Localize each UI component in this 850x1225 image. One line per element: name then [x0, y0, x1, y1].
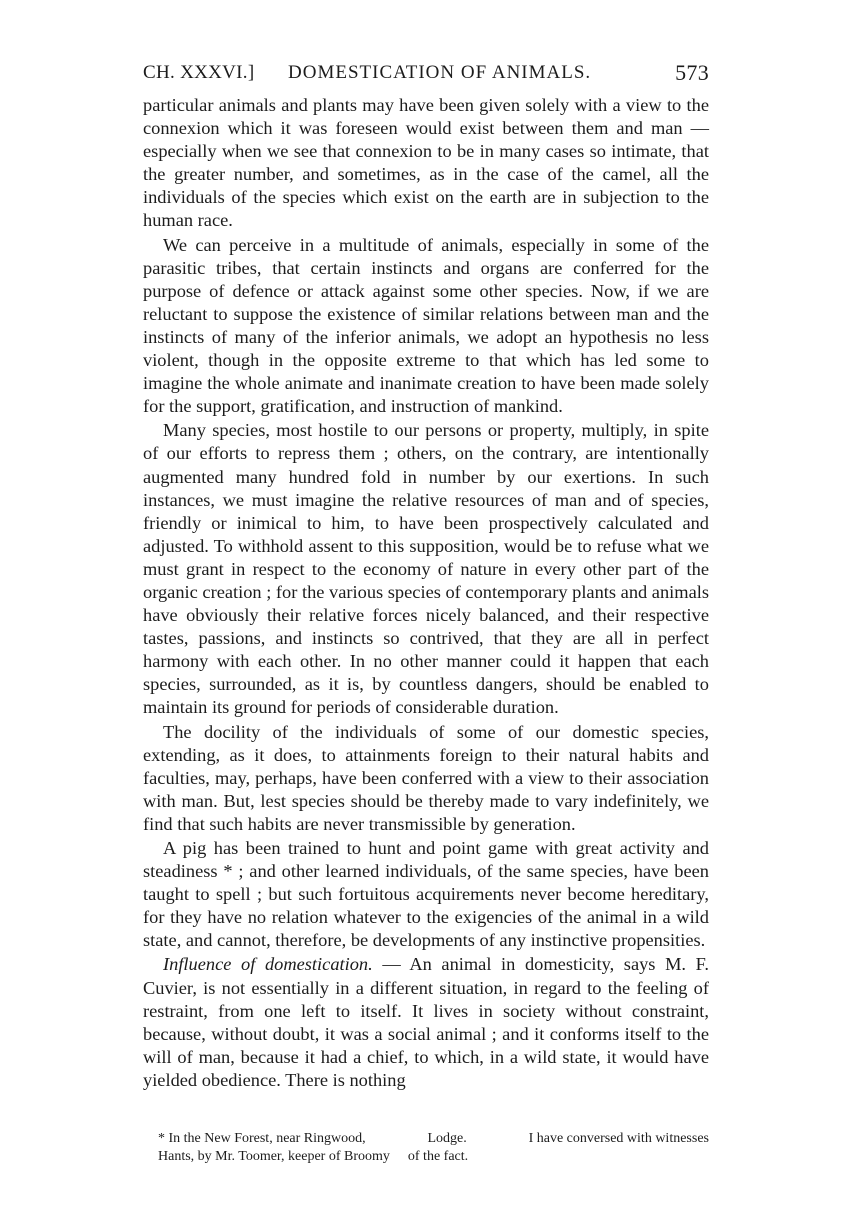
footnote-text: I have conversed with witnesses: [528, 1131, 709, 1146]
footnote-text: Lodge.: [427, 1131, 467, 1146]
running-title: DOMESTICATION OF ANIMALS.: [288, 62, 592, 83]
paragraph-influence-of-domestication: [143, 953, 709, 1092]
footnote-text: of the fact.: [407, 1149, 469, 1164]
body-text: [143, 94, 709, 1092]
paragraph-learned-pig: A pig has been trained to hunt and point game with great activity and steadiness * ; and other learned individuals, of the same species, have been taught to spell ; but such fortuitous acquirements never become hereditary, for they have no relation whatever to the exigencies of the animal in a wild state, and cannot, therefore, be developments of any instinctive propensities.: [143, 838, 709, 951]
footnote-text: * In the New Forest, near Ringwood,: [158, 1131, 366, 1146]
footnote-text: Hants, by Mr. Toomer, keeper of Broomy: [158, 1149, 390, 1164]
section-heading-italic: Influence of domestication.: [163, 954, 373, 975]
running-header: [143, 60, 709, 90]
paragraph-text: — An animal in domesticity, says M. F. Cuvier, is not essentially in a different situation, in regard to the feeling of restraint, from one left to itself. It lives in society without constraint, because, without doubt, it was a social animal ; and it conforms itself to the will of man, because it had a chief, to which, in a wild state, it would have yielded obedience. There is nothing: [143, 954, 709, 1090]
page-number: 573: [675, 60, 709, 85]
paragraph-continued: particular animals and plants may have been given solely with a view to the connexion which it was foreseen would exist between them and man — especially when we see that connexion to be in many cases so intimate, that the greater number, and sometimes, as in the case of the camel, all the individuals of the species which exist on the earth are in subjection to the human race.: [143, 95, 709, 231]
paragraph-hostile-species: Many species, most hostile to our persons or property, multiply, in spite of our efforts to repress them ; others, on the contrary, are intentionally augmented many hundred fold in number by our exertions. In such instances, we must imagine the relative resources of man and of species, friendly or inimical to him, to have been prospectively calculated and adjusted. To withhold assent to this supposition, would be to refuse what we must grant in respect to the economy of nature in every other part of the organic creation ; for the various species of contemporary plants and animals have obviously their relative forces nicely balanced, and their respective tastes, passions, and instincts so contrived, that they are all in perfect harmony with each other. In no other manner could it happen that each species, surrounded, as it is, by countless dangers, should be enabled to maintain its ground for periods of considerable duration.: [143, 420, 710, 718]
paragraph-docility: The docility of the individuals of some of our domestic species, extending, as it does, to attainments foreign to their natural habits and faculties, may, perhaps, have been conferred with a view to their association with man. But, lest species should be thereby made to vary indefinitely, we find that such habits are never transmissible by generation.: [143, 721, 709, 834]
footnote-line: [158, 1148, 709, 1166]
paragraph-parasitic-tribes: We can perceive in a multitude of animals, especially in some of the parasitic tribes, that certain instincts and organs are conferred for the purpose of defence or attack against some other species. Now, if we are reluctant to suppose the existence of similar relations between man and the instincts of many of the inferior animals, we adopt an hypothesis no less violent, though in the opposite extreme to that which has led some to imagine the whole animate and inanimate creation to have been made solely for the support, gratification, and instruction of mankind.: [143, 234, 709, 417]
footnote-line: [158, 1130, 709, 1148]
chapter-label: CH. XXXVI.]: [143, 62, 255, 83]
footnote: [158, 1130, 709, 1166]
